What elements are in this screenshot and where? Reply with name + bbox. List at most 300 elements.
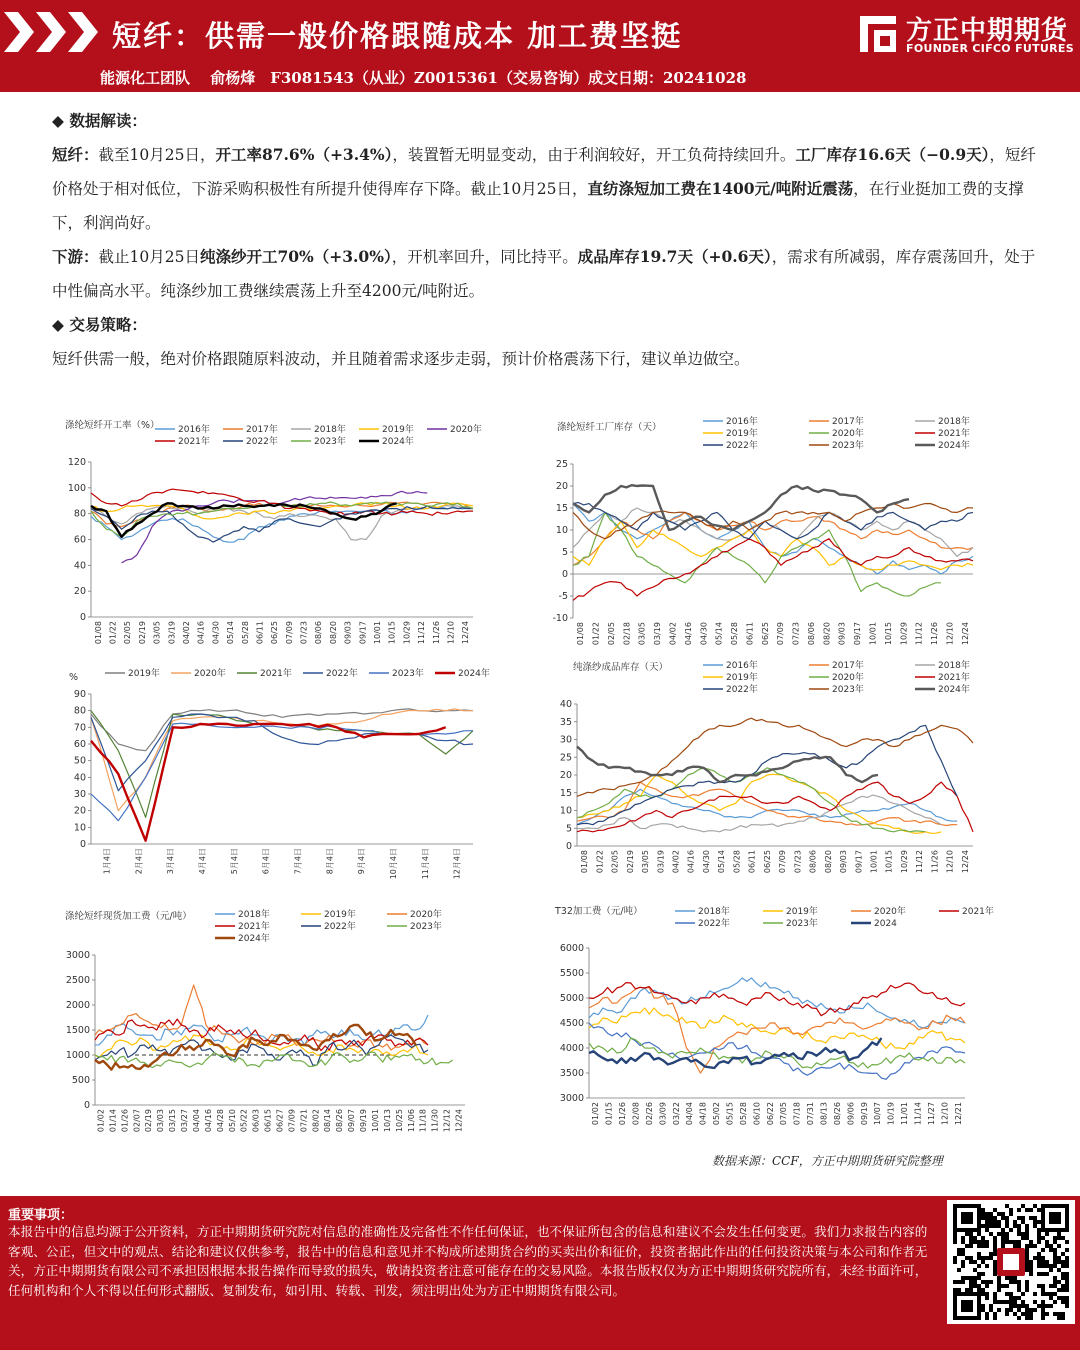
legend-label: 2020年 [874,907,906,917]
qr-module [1053,1284,1057,1288]
qr-module [1001,1236,1005,1240]
body-text: ，短纤价格处于相对低位，下游采购积极性有所提升使得库存下降。截止10月25日， [52,146,1036,198]
y-tick-label: 15 [555,503,568,514]
section-heading: ◆ 数据解读： [52,111,147,130]
legend-label: 2020年 [410,910,442,920]
x-tick-label: 02/19 [137,621,147,645]
qr-module [977,1284,981,1288]
qr-module [1049,1296,1053,1300]
qr-module [985,1316,989,1320]
y-tick-label: 30 [73,789,86,800]
section-heading: ◆ 交易策略： [52,315,147,334]
qr-module [993,1312,997,1316]
y-tick-label: 1500 [65,1025,90,1036]
legend-label: 2019年 [324,910,356,920]
qr-module [961,1264,965,1268]
qr-module [1033,1204,1037,1208]
y-tick-label: 50 [73,755,86,767]
x-tick-label: 08/20 [822,622,832,646]
legend-label: 2021年 [238,922,270,932]
qr-module [1037,1264,1041,1268]
qr-module [1013,1244,1017,1248]
qr-module [981,1272,985,1276]
company-logo [858,10,1074,58]
x-tick-label: 10/07 [873,1102,883,1126]
x-tick-label: 05/28 [732,850,742,874]
x-tick-label: 06/22 [765,1102,775,1126]
x-tick-label: 04/28 [215,1109,225,1133]
data-source: 数据来源：CCF，方正中期期货研究院整理 [712,1154,943,1168]
qr-finder [1049,1212,1061,1224]
series-line [589,978,965,1028]
chart-title: % [69,672,79,683]
highlight-text: 直纺涤短加工费在1400元/吨附近震荡 [587,179,854,198]
x-tick-label: 04/16 [683,622,693,646]
chevron-right-icon [4,12,34,52]
x-tick-label: 03/05 [637,622,647,646]
x-tick-label: 12/10 [945,850,955,874]
qr-module [993,1208,997,1212]
qr-module [961,1276,965,1280]
qr-module [1053,1300,1057,1304]
qr-module [981,1240,985,1244]
y-tick-label: 4000 [559,1043,584,1054]
x-tick-label: 11/12 [914,622,924,646]
qr-module [1045,1232,1049,1236]
x-tick-label: 02/08 [631,1102,641,1126]
y-tick-label: 40 [559,699,572,710]
qr-module [957,1268,961,1272]
x-tick-label: 01/15 [604,1102,614,1126]
qr-module [1033,1220,1037,1224]
qr-module [1025,1284,1029,1288]
chart-title: 涤纶短纤现货加工费（元/吨） [65,911,192,922]
chart-operating-rate [55,412,485,657]
qr-module [1041,1256,1045,1260]
qr-module [989,1308,993,1312]
qr-module [1053,1252,1057,1256]
qr-module [1053,1264,1057,1268]
x-tick-label: 05/14 [717,850,727,874]
qr-module [1037,1208,1041,1212]
qr-module [1041,1308,1045,1312]
x-tick-label: 02/07 [132,1109,142,1133]
qr-module [1053,1240,1057,1244]
qr-module [989,1216,993,1220]
qr-module [1017,1308,1021,1312]
chart-t32-processing-fee [545,902,994,1142]
qr-module [1041,1288,1045,1292]
qr-module [1021,1304,1025,1308]
qr-module [985,1312,989,1316]
x-tick-label: 01/02 [96,1109,106,1133]
x-tick-label: 12/24 [960,622,970,646]
x-tick-label: 06/10 [752,1102,762,1126]
x-tick-label: 05/02 [712,1102,722,1126]
qr-module [1037,1252,1041,1256]
qr-module [977,1244,981,1248]
x-tick-label: 9月4日 [357,848,367,875]
qr-module [1005,1292,1009,1296]
qr-module [1001,1240,1005,1244]
qr-module [1005,1220,1009,1224]
qr-module [981,1280,985,1284]
series-line [577,789,957,825]
qr-module [989,1232,993,1236]
y-tick-label: 0 [83,1100,90,1111]
x-tick-label: 04/04 [685,1102,695,1126]
qr-module [993,1268,997,1272]
qr-module [957,1252,961,1256]
qr-module [1001,1300,1005,1304]
x-tick-label: 01/08 [580,850,590,874]
y-tick-label: 40 [73,560,86,572]
logo-mark-icon [858,14,898,54]
y-tick-label: 80 [73,705,86,717]
y-tick-label: 20 [73,805,86,817]
qr-module [1065,1240,1069,1244]
qr-module [1053,1280,1057,1284]
y-tick-label: 5000 [559,993,584,1004]
qr-module [993,1300,997,1304]
qr-module [1029,1244,1033,1248]
x-tick-label: 04/16 [686,850,696,874]
x-tick-label: 04/18 [698,1102,708,1126]
legend-label: 2023年 [786,919,818,929]
qr-module [1029,1312,1033,1316]
x-tick-label: 01/02 [591,1102,601,1126]
x-tick-label: 09/03 [837,622,847,646]
qr-module [1065,1304,1069,1308]
x-tick-label: 01/08 [93,621,103,645]
qr-module [977,1264,981,1268]
qr-module [1001,1228,1005,1232]
qr-module [1021,1220,1025,1224]
x-tick-label: 11/06 [406,1109,416,1133]
qr-module [1009,1304,1013,1308]
legend-label: 2020年 [450,425,482,435]
legend-label: 2019年 [128,669,160,679]
x-tick-label: 10/29 [402,621,412,645]
qr-module [981,1288,985,1292]
legend-label: 2024年 [938,441,970,451]
qr-module [1001,1232,1005,1236]
qr-module [1017,1216,1021,1220]
x-tick-label: 07/23 [791,622,801,646]
x-tick-label: 09/17 [853,622,863,646]
x-tick-label: 11/18 [418,1109,428,1133]
qr-module [985,1284,989,1288]
qr-module [1021,1232,1025,1236]
qr-module [1065,1272,1069,1276]
y-tick-label: 3000 [559,1093,584,1104]
qr-module [997,1276,1001,1280]
qr-module [1049,1304,1053,1308]
x-tick-label: 01/22 [595,850,605,874]
legend-label: 2022年 [324,922,356,932]
qr-module [1017,1284,1021,1288]
qr-module [997,1308,1001,1312]
y-tick-label: 0 [561,569,568,580]
qr-module [993,1296,997,1300]
qr-module [961,1252,965,1256]
y-tick-label: 1000 [65,1050,90,1061]
x-tick-label: 02/18 [622,622,632,646]
x-tick-label: 01/14 [108,1109,118,1133]
qr-module [1005,1204,1009,1208]
body-text: 截至10月25日， [98,146,216,164]
qr-module [989,1220,993,1224]
y-tick-label: 5 [565,823,572,835]
x-tick-label: 05/14 [226,621,236,645]
qr-module [953,1256,957,1260]
qr-module [1001,1216,1005,1220]
x-tick-label: 2月4日 [134,848,144,875]
qr-module [1021,1204,1025,1208]
qr-module [1021,1292,1025,1296]
qr-module [973,1276,977,1280]
qr-module [1053,1312,1057,1316]
body-text: ，装置暂无明显变动，由于利润较好，开工负荷持续回升。 [392,146,796,164]
x-tick-label: 11/26 [930,850,940,874]
qr-module [1049,1284,1053,1288]
y-tick-label: 70 [73,722,86,734]
qr-module [953,1236,957,1240]
qr-module [985,1296,989,1300]
qr-module [977,1232,981,1236]
x-tick-label: 07/09 [778,850,788,874]
logo-text: 方正中期期货 [906,16,1069,46]
x-tick-label: 04/02 [182,621,191,645]
x-tick-label: 07/23 [299,621,309,645]
qr-module [1053,1248,1057,1252]
qr-module [977,1252,981,1256]
qr-module [985,1244,989,1248]
legend-label: 2021年 [178,437,210,447]
qr-module [961,1248,965,1252]
qr-module [965,1256,969,1260]
x-tick-label: 07/09 [284,621,294,645]
x-tick-label: 03/03 [156,1109,166,1133]
qr-module [1017,1304,1021,1308]
y-tick-label: 5500 [559,968,584,979]
chart-yarn-operating-rate [55,662,490,882]
x-tick-label: 03/15 [168,1109,178,1133]
qr-module [981,1308,985,1312]
legend-label: 2019年 [726,429,758,439]
chart-title: T32加工费（元/吨） [555,906,643,917]
qr-module [1057,1280,1061,1284]
y-tick-label: 0 [79,612,86,623]
qr-module [1053,1292,1057,1296]
x-tick-label: 03/19 [653,622,663,646]
qr-module [1061,1264,1065,1268]
qr-module [1005,1276,1009,1280]
qr-module [1061,1276,1065,1280]
qr-module [1065,1248,1069,1252]
y-tick-label: 60 [73,534,86,546]
x-tick-label: 08/26 [832,1102,842,1126]
legend-label: 2024年 [382,437,414,447]
x-tick-label: 11/12 [915,850,925,874]
qr-module [1017,1288,1021,1292]
qr-module [1065,1284,1069,1288]
qr-module [977,1272,981,1276]
qr-module [1013,1296,1017,1300]
y-tick-label: 100 [67,482,86,494]
x-tick-label: 12月4日 [452,848,462,880]
x-tick-label: 09/19 [859,1102,869,1126]
qr-module [953,1288,957,1292]
qr-module [1057,1296,1061,1300]
qr-module [981,1244,985,1248]
qr-module [985,1212,989,1216]
y-tick-label: 5 [561,547,568,558]
qr-module [1033,1256,1037,1260]
qr-module [1013,1276,1017,1280]
series-line [91,709,473,751]
qr-module [1057,1268,1061,1272]
x-tick-label: 03/19 [167,621,177,645]
legend-label: 2018年 [938,661,970,671]
qr-module [981,1224,985,1228]
qr-module [989,1252,993,1256]
x-tick-label: 10月4日 [388,848,398,880]
x-tick-label: 10/01 [373,621,382,645]
series-line [91,724,446,841]
disclaimer-footer [0,1196,1080,1350]
x-tick-label: 08/06 [806,622,816,646]
qr-module [989,1304,993,1308]
x-tick-label: 05/10 [227,1109,237,1133]
chevron-right-icon [68,12,98,52]
y-tick-label: 15 [559,787,572,799]
qr-module [1049,1268,1053,1272]
qr-module [1061,1284,1065,1288]
x-tick-label: 07/09 [776,622,786,646]
report-body [52,104,1042,376]
qr-module [1041,1272,1045,1276]
body-text: ，在行业挺加工费的支撑下，利润尚好。 [52,180,1024,232]
qr-module [953,1240,957,1244]
y-tick-label: 25 [555,459,568,470]
qr-module [1013,1312,1017,1316]
disclaimer-text: 本报告中的信息均源于公开资料，方正中期期货研究院对信息的准确性及完备性不作任何保证，也不保证所包含的信息和建议不会发生任何变更。我们力求报告内容的客观、公正，但文中的观点、结论和建议仅供参考，报告中的信息和意见并不构成所述期货合约的买卖出价和征价，投资者据此作出的任何投资决策与本公司和作者无关，方正中期期货有限公司不承担因根据本报告操作而导致的损失，敬请投资者注意可能存在的交易风险。本报告版权仅为方正中期期货研究院所有，未经书面许可，任何机构和个人不得以任何形式翻版、复制发布，如引用、转载、刊发，须注明出处为方正中期期货有限公司。 [8,1224,928,1298]
qr-module [981,1292,985,1296]
qr-module [997,1300,1001,1304]
qr-module [1061,1272,1065,1276]
qr-module [989,1212,993,1216]
x-tick-label: 03/09 [658,1102,668,1126]
qr-module [985,1224,989,1228]
qr-module [1065,1300,1069,1304]
x-tick-label: 09/07 [347,1109,357,1133]
qr-module [969,1260,973,1264]
x-tick-label: 04/02 [668,622,678,646]
x-tick-label: 10/01 [868,622,878,646]
x-tick-label: 07/21 [299,1109,309,1133]
qr-module [1065,1288,1069,1292]
paragraph-strategy: 短纤供需一般，绝对价格跟随原料波动，并且随着需求逐步走弱，预计价格震荡下行，建议单边做空。 [52,350,750,368]
x-tick-label: 4月4日 [197,848,207,875]
x-tick-label: 06/25 [760,622,770,646]
legend-label: 2021年 [938,429,970,439]
qr-module [1009,1240,1013,1244]
x-tick-label: 11/12 [417,621,427,645]
qr-module [1041,1316,1045,1320]
qr-module [1061,1300,1065,1304]
qr-module [1025,1268,1029,1272]
x-tick-label: 1月4日 [102,848,112,875]
qr-module [1001,1212,1005,1216]
x-tick-label: 10/15 [883,622,893,646]
x-tick-label: 09/03 [343,621,353,645]
qr-module [989,1256,993,1260]
x-tick-label: 06/25 [762,850,772,874]
y-tick-label: 20 [73,586,86,598]
qr-module [1049,1264,1053,1268]
qr-module [985,1264,989,1268]
legend-label: 2022年 [726,441,758,451]
qr-module [993,1244,997,1248]
legend-label: 2022年 [326,669,358,679]
qr-module [1041,1292,1045,1296]
x-tick-label: 10/15 [884,850,894,874]
qr-module [1057,1232,1061,1236]
qr-module [997,1284,1001,1288]
body-text: 截止10月25日 [98,248,200,266]
qr-module [985,1280,989,1284]
qr-module [1049,1248,1053,1252]
body-text: ，开机率回升，同比持平。 [391,248,578,266]
x-tick-label: 04/30 [699,622,709,646]
qr-module [969,1240,973,1244]
qr-logo-icon [1003,1254,1019,1270]
legend-label: 2020年 [194,669,226,679]
qr-module [1009,1208,1013,1212]
qr-module [973,1240,977,1244]
qr-module [1013,1300,1017,1304]
x-tick-label: 06/11 [745,622,755,646]
qr-module [1033,1292,1037,1296]
x-tick-label: 06/15 [263,1109,273,1133]
x-tick-label: 01/26 [618,1102,628,1126]
qr-module [1053,1276,1057,1280]
qr-module [957,1280,961,1284]
qr-module [989,1224,993,1228]
qr-module [1045,1244,1049,1248]
x-tick-label: 09/06 [846,1102,856,1126]
qr-module [997,1212,1001,1216]
x-tick-label: 04/02 [671,850,681,874]
qr-module [1033,1244,1037,1248]
qr-module [1005,1284,1009,1288]
x-tick-label: 09/19 [359,1109,369,1133]
x-tick-label: 04/16 [203,1109,213,1133]
x-tick-label: 08/06 [314,621,324,645]
qr-module [985,1216,989,1220]
qr-module [981,1236,985,1240]
x-tick-label: 10/19 [886,1102,896,1126]
qr-module [1065,1264,1069,1268]
qr-module [1061,1288,1065,1292]
qr-module [985,1240,989,1244]
qr-module [1061,1316,1065,1320]
qr-module [1025,1308,1029,1312]
chart-title: 涤纶短纤工厂库存（天） [557,422,662,433]
y-tick-label: 25 [559,752,572,764]
highlight-text: 开工率87.6%（+3.4%） [215,145,393,164]
